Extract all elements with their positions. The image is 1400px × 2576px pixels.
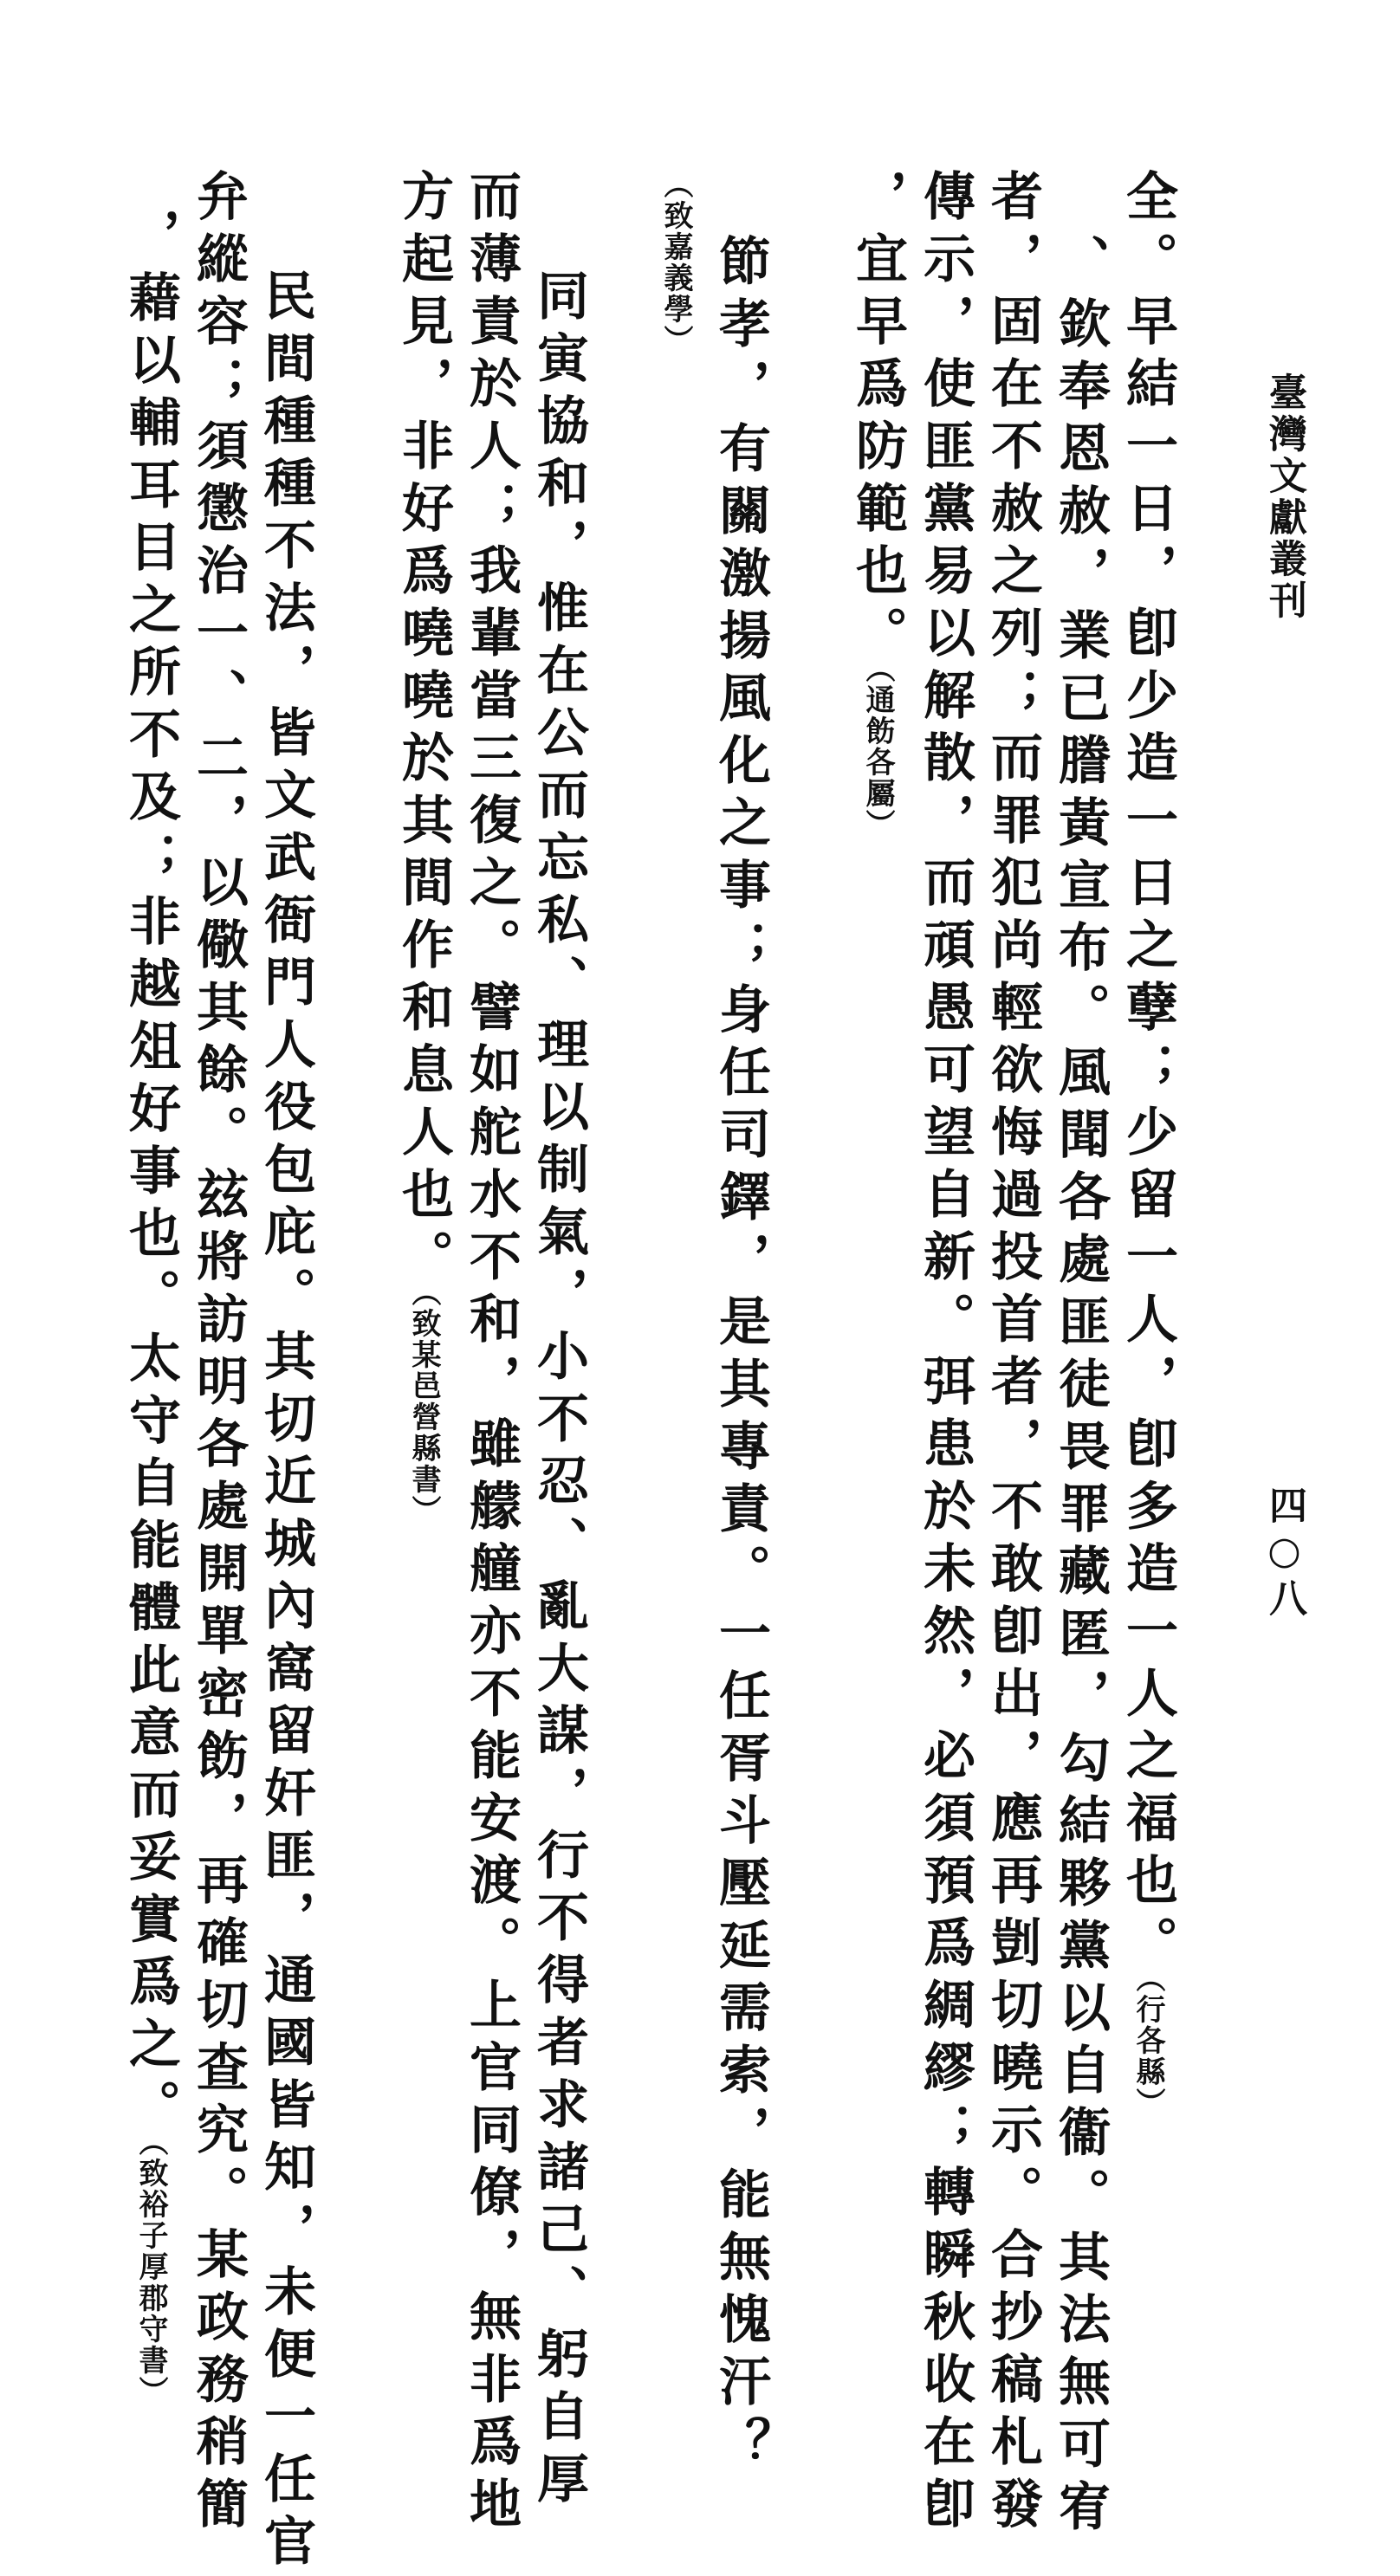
source-note: （通飭各屬） [860, 668, 895, 840]
running-title: 臺灣文獻叢刊 [1262, 372, 1306, 622]
text-column [256, 269, 316, 2576]
text-column [461, 169, 522, 2539]
column-text: ，宜早爲防範也。 [847, 169, 908, 668]
column-text: 同寅協和，惟在公而忘私、理以制氣，小不忍、亂大謀，行不得者求諸己、躬自厚 [528, 269, 589, 2514]
text-column [1118, 169, 1178, 2119]
column-text: 而薄責於人；我輩當三復之。譬如舵水不和，雖艨艟亦不能安渡。上官同僚，無非爲地 [461, 169, 522, 2539]
text-column [393, 169, 454, 1526]
source-note: （致某邑營縣書） [406, 1291, 441, 1526]
column-text: 者，固在不赦之列；而罪犯尚輕欲悔過投首者，不敢卽出，應再剴切曉示。合抄稿札發 [982, 169, 1043, 2539]
column-text: ，藉以輔耳目之所不及；非越俎好事也。太守自能體此意而妥實爲之。 [120, 208, 181, 2141]
column-text: 民間種種不法，皆文武衙門人役包庇。其切近城內窩留奸匪，通國皆知，未便一任官 [256, 269, 316, 2576]
text-column [528, 269, 589, 2514]
text-column [847, 169, 908, 840]
text-column [1050, 234, 1111, 2541]
column-text: 傳示，使匪黨易以解散，而頑愚可望自新。弭患於未然，必須預爲綢繆；轉瞬秋收在卽 [915, 169, 975, 2539]
column-text: 、欽奉恩赦，業已謄黃宣布。風聞各處匪徒畏罪藏匿，勾結夥黨以自衞。其法無可宥 [1050, 234, 1111, 2541]
page-number: 四○八 [1262, 1485, 1306, 1621]
text-column [120, 208, 181, 2407]
column-text: 弁縱容；須懲治一、二，以儆其餘。玆將訪明各處開單密飭，再確切查究。某政務稍簡 [188, 169, 249, 2539]
source-note: （致裕子厚郡守書） [133, 2141, 168, 2407]
text-column [915, 169, 975, 2539]
text-column [982, 169, 1043, 2539]
source-note: （致嘉義學） [658, 169, 693, 356]
text-column [710, 234, 771, 2479]
text-column [188, 169, 249, 2539]
text-column [645, 169, 706, 356]
source-note: （行各縣） [1131, 1977, 1165, 2119]
column-text: 全。早結一日，卽少造一日之孽；少留一人，卽多造一人之福也。 [1118, 169, 1178, 1977]
column-text: 方起見，非好爲嘵嘵於其間作和息人也。 [393, 169, 454, 1291]
column-text: 節孝，有關激揚風化之事；身任司鐸，是其專責。一任胥斗壓延需索，能無愧汗？ [710, 234, 771, 2479]
